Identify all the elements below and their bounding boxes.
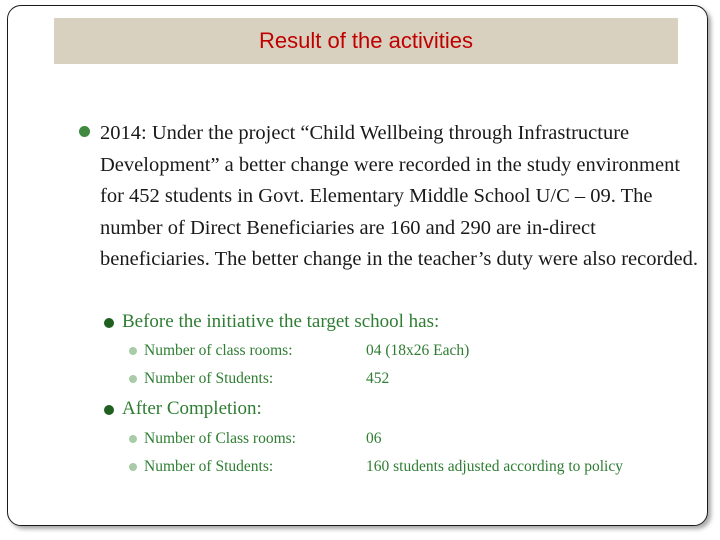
after-classrooms-value: 06 <box>366 430 382 447</box>
bullet-dot-icon <box>129 463 137 471</box>
bullet-dot-icon <box>129 435 137 443</box>
intro-paragraph: 2014: Under the project “Child Wellbeing through Infrastructure Development” a better change were recorded in the study environment for 452 students in Govt. Elementary Middle School U/C – 09. The number of Direct Beneficiaries are 160 and 290 are in-direct beneficiaries. The better change in the teacher’s duty were also recorded. <box>100 122 699 270</box>
before-students-label: Number of Students: <box>144 370 274 387</box>
bullet-dot-icon <box>129 375 137 383</box>
bullet-dot-icon <box>104 405 114 415</box>
after-students-value: 160 students adjusted according to policy <box>366 458 623 475</box>
title-bar <box>54 18 678 64</box>
after-students-label: Number of Students: <box>144 458 274 475</box>
after-heading: After Completion: <box>122 398 262 419</box>
before-classrooms-label: Number of class rooms: <box>144 342 293 359</box>
bullet-dot-icon <box>79 126 90 137</box>
before-heading: Before the initiative the target school has: <box>122 311 440 332</box>
slide-title: Result of the activities <box>259 28 473 53</box>
after-classrooms-label: Number of Class rooms: <box>144 430 296 447</box>
before-students-value: 452 <box>366 370 390 387</box>
bullet-dot-icon <box>129 347 137 355</box>
before-classrooms-value: 04 (18x26 Each) <box>366 342 470 359</box>
bullet-dot-icon <box>104 318 114 328</box>
